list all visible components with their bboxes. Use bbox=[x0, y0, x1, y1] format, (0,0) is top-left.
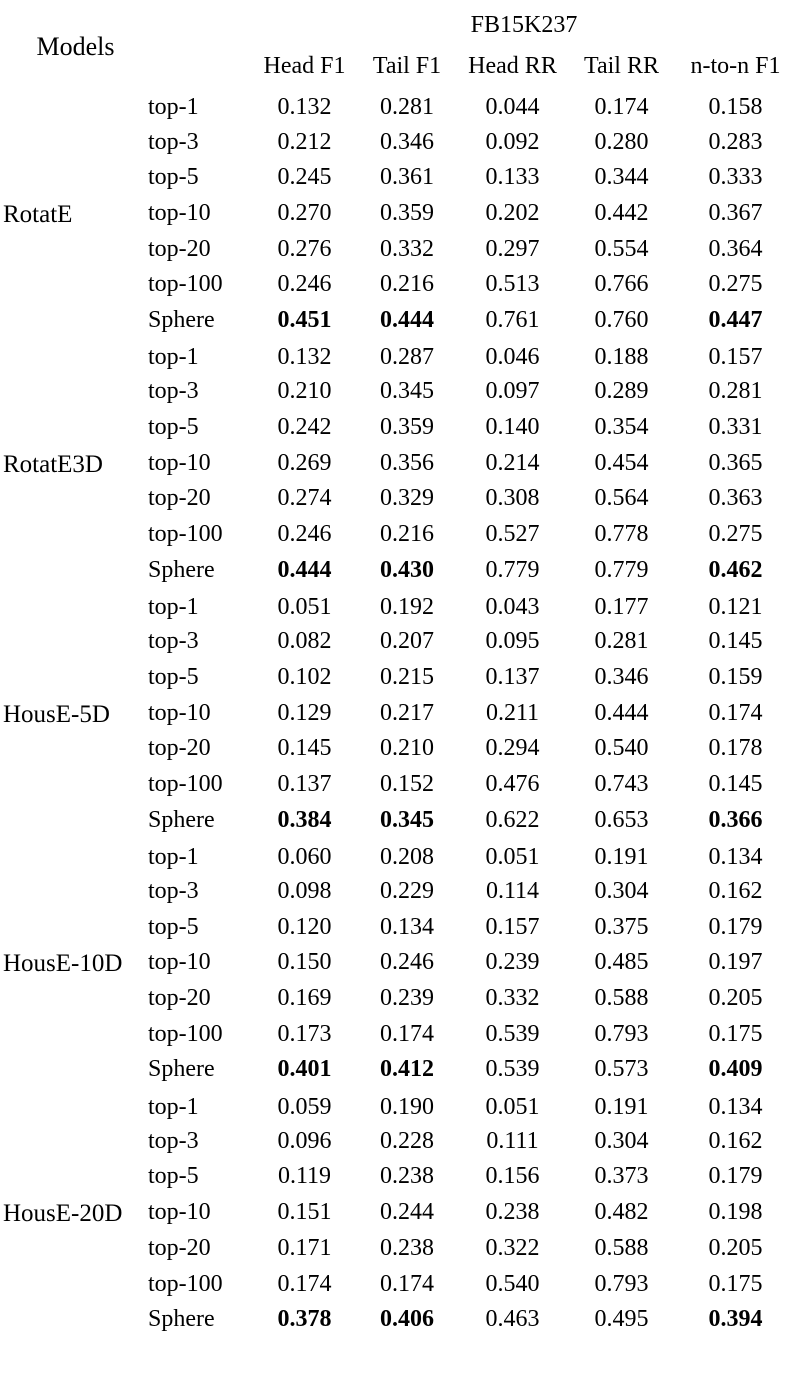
topk-label-cell: Sphere bbox=[148, 1306, 215, 1333]
header-metric-tail-rr: Tail RR bbox=[584, 53, 659, 79]
metric-value-cell: 0.779 bbox=[594, 556, 649, 583]
metric-value-cell: 0.159 bbox=[708, 663, 763, 690]
metric-value-cell: 0.364 bbox=[708, 235, 763, 262]
model-name-cell: HousE-5D bbox=[3, 700, 110, 728]
metric-value-cell: 0.145 bbox=[277, 735, 332, 762]
metric-value-cell: 0.373 bbox=[594, 1163, 649, 1190]
topk-label-cell: top-1 bbox=[148, 593, 199, 620]
metric-value-cell: 0.177 bbox=[594, 593, 649, 620]
metric-value-cell: 0.275 bbox=[708, 521, 763, 548]
model-block bbox=[3, 1087, 795, 1337]
metric-value-cell: 0.375 bbox=[594, 913, 649, 940]
metric-value-cell: 0.120 bbox=[277, 913, 332, 940]
metric-value-cell: 0.270 bbox=[277, 199, 332, 226]
topk-label-cell: top-1 bbox=[148, 94, 199, 121]
metric-value-cell: 0.210 bbox=[380, 735, 434, 762]
metric-value-cell: 0.215 bbox=[380, 663, 434, 690]
model-block bbox=[3, 837, 795, 1087]
metric-value-cell: 0.760 bbox=[594, 306, 649, 333]
topk-label-cell: top-20 bbox=[148, 985, 211, 1012]
table-row bbox=[3, 88, 795, 124]
topk-label-cell: top-100 bbox=[148, 1270, 223, 1297]
metric-value-cell: 0.513 bbox=[485, 271, 540, 298]
metric-value-cell: 0.156 bbox=[485, 1163, 540, 1190]
results-table bbox=[3, 6, 795, 1337]
model-block bbox=[3, 338, 795, 588]
metric-value-cell: 0.134 bbox=[708, 843, 763, 870]
metric-value-cell: 0.174 bbox=[277, 1270, 332, 1297]
metric-value-cell: 0.174 bbox=[594, 94, 649, 121]
model-block bbox=[3, 88, 795, 338]
metric-value-cell: 0.588 bbox=[594, 985, 649, 1012]
metric-value-cell: 0.098 bbox=[277, 877, 332, 904]
metric-value-cell: 0.051 bbox=[277, 593, 332, 620]
metric-value-cell: 0.245 bbox=[277, 164, 332, 191]
metric-value-cell: 0.198 bbox=[708, 1199, 763, 1226]
metric-value-cell: 0.157 bbox=[708, 344, 763, 371]
topk-label-cell: top-100 bbox=[148, 1020, 223, 1047]
metric-value-cell: 0.179 bbox=[708, 1163, 763, 1190]
metric-value-cell: 0.564 bbox=[594, 485, 649, 512]
metric-value-cell: 0.178 bbox=[708, 735, 763, 762]
metric-value-cell: 0.238 bbox=[485, 1199, 540, 1226]
metric-value-cell: 0.202 bbox=[485, 199, 540, 226]
topk-label-cell: Sphere bbox=[148, 806, 215, 833]
metric-value-cell: 0.190 bbox=[380, 1093, 434, 1120]
metric-value-cell: 0.304 bbox=[594, 877, 649, 904]
metric-value-cell: 0.162 bbox=[708, 1127, 763, 1154]
metric-value-cell: 0.322 bbox=[485, 1234, 540, 1261]
metric-value-cell: 0.365 bbox=[708, 449, 763, 476]
topk-label-cell: top-10 bbox=[148, 949, 211, 976]
topk-label-cell: top-3 bbox=[148, 877, 199, 904]
table-row bbox=[3, 338, 795, 374]
topk-label-cell: top-5 bbox=[148, 164, 199, 191]
table-row bbox=[3, 837, 795, 873]
metric-value-cell: 0.043 bbox=[485, 593, 540, 620]
metric-value-cell: 0.281 bbox=[594, 628, 649, 655]
metric-value-cell: 0.208 bbox=[380, 843, 434, 870]
metric-value-cell: 0.329 bbox=[380, 485, 434, 512]
metric-value-cell: 0.133 bbox=[485, 164, 540, 191]
metric-value-cell: 0.162 bbox=[708, 877, 763, 904]
model-name-cell: HousE-10D bbox=[3, 950, 123, 978]
topk-label-cell: Sphere bbox=[148, 306, 215, 333]
metric-value-cell: 0.451 bbox=[277, 306, 332, 333]
metric-value-cell: 0.444 bbox=[380, 306, 434, 333]
header-metric-tail-f1: Tail F1 bbox=[372, 53, 442, 79]
metric-value-cell: 0.280 bbox=[594, 128, 649, 155]
metric-value-cell: 0.044 bbox=[485, 94, 540, 121]
metric-value-cell: 0.132 bbox=[277, 94, 332, 121]
metric-value-cell: 0.216 bbox=[380, 271, 434, 298]
model-name-cell: RotatE bbox=[3, 200, 73, 228]
metric-value-cell: 0.761 bbox=[485, 306, 540, 333]
metric-value-cell: 0.359 bbox=[380, 414, 434, 441]
header-models-label: Models bbox=[36, 32, 115, 61]
metric-value-cell: 0.114 bbox=[485, 877, 540, 904]
topk-label-cell: top-100 bbox=[148, 271, 223, 298]
metric-value-cell: 0.540 bbox=[594, 735, 649, 762]
metric-value-cell: 0.229 bbox=[380, 877, 434, 904]
metric-value-cell: 0.179 bbox=[708, 913, 763, 940]
topk-label-cell: top-1 bbox=[148, 344, 199, 371]
topk-label-cell: top-20 bbox=[148, 235, 211, 262]
metric-value-cell: 0.211 bbox=[485, 699, 540, 726]
metric-value-cell: 0.275 bbox=[708, 271, 763, 298]
metric-value-cell: 0.554 bbox=[594, 235, 649, 262]
metric-value-cell: 0.444 bbox=[594, 699, 649, 726]
metric-value-cell: 0.244 bbox=[380, 1199, 434, 1226]
metric-value-cell: 0.239 bbox=[485, 949, 540, 976]
metric-value-cell: 0.205 bbox=[708, 985, 763, 1012]
metric-value-cell: 0.246 bbox=[277, 271, 332, 298]
metric-value-cell: 0.442 bbox=[594, 199, 649, 226]
metric-value-cell: 0.308 bbox=[485, 485, 540, 512]
metric-value-cell: 0.294 bbox=[485, 735, 540, 762]
metric-value-cell: 0.060 bbox=[277, 843, 332, 870]
metric-value-cell: 0.274 bbox=[277, 485, 332, 512]
metric-value-cell: 0.476 bbox=[485, 770, 540, 797]
metric-value-cell: 0.134 bbox=[380, 913, 434, 940]
header-models-spacer bbox=[148, 6, 253, 88]
metric-value-cell: 0.197 bbox=[708, 949, 763, 976]
header-dataset-label: FB15K237 bbox=[470, 12, 578, 38]
metric-value-cell: 0.132 bbox=[277, 344, 332, 371]
topk-label-cell: top-10 bbox=[148, 1199, 211, 1226]
metric-value-cell: 0.289 bbox=[594, 378, 649, 405]
metric-value-cell: 0.175 bbox=[708, 1020, 763, 1047]
metric-value-cell: 0.778 bbox=[594, 521, 649, 548]
topk-label-cell: Sphere bbox=[148, 556, 215, 583]
metric-value-cell: 0.346 bbox=[380, 128, 434, 155]
metric-value-cell: 0.217 bbox=[380, 699, 434, 726]
metric-value-cell: 0.214 bbox=[485, 449, 540, 476]
metric-value-cell: 0.051 bbox=[485, 843, 540, 870]
metric-value-cell: 0.145 bbox=[708, 628, 763, 655]
metric-value-cell: 0.171 bbox=[277, 1234, 332, 1261]
metric-value-cell: 0.238 bbox=[380, 1163, 434, 1190]
topk-label-cell: top-10 bbox=[148, 199, 211, 226]
header-metric-head-f1: Head F1 bbox=[263, 53, 346, 79]
metric-value-cell: 0.354 bbox=[594, 414, 649, 441]
metric-value-cell: 0.269 bbox=[277, 449, 332, 476]
metric-value-cell: 0.175 bbox=[708, 1270, 763, 1297]
metric-value-cell: 0.239 bbox=[380, 985, 434, 1012]
metric-value-cell: 0.174 bbox=[708, 699, 763, 726]
metric-value-cell: 0.191 bbox=[594, 843, 649, 870]
metric-value-cell: 0.430 bbox=[380, 556, 434, 583]
metric-value-cell: 0.588 bbox=[594, 1234, 649, 1261]
metric-value-cell: 0.346 bbox=[594, 663, 649, 690]
metric-value-cell: 0.097 bbox=[485, 378, 540, 405]
metric-value-cell: 0.192 bbox=[380, 593, 434, 620]
metric-value-cell: 0.527 bbox=[485, 521, 540, 548]
metric-value-cell: 0.059 bbox=[277, 1093, 332, 1120]
metric-value-cell: 0.539 bbox=[485, 1056, 540, 1083]
topk-label-cell: top-1 bbox=[148, 843, 199, 870]
model-name-cell: HousE-20D bbox=[3, 1200, 123, 1228]
metric-value-cell: 0.454 bbox=[594, 449, 649, 476]
metric-value-cell: 0.134 bbox=[708, 1093, 763, 1120]
metric-value-cell: 0.401 bbox=[277, 1056, 332, 1083]
metric-value-cell: 0.332 bbox=[380, 235, 434, 262]
metric-value-cell: 0.145 bbox=[708, 770, 763, 797]
metric-value-cell: 0.482 bbox=[594, 1199, 649, 1226]
metric-value-cell: 0.276 bbox=[277, 235, 332, 262]
metric-value-cell: 0.191 bbox=[594, 1093, 649, 1120]
metric-value-cell: 0.169 bbox=[277, 985, 332, 1012]
metric-value-cell: 0.359 bbox=[380, 199, 434, 226]
topk-label-cell: top-3 bbox=[148, 128, 199, 155]
metric-value-cell: 0.210 bbox=[277, 378, 332, 405]
metric-value-cell: 0.766 bbox=[594, 271, 649, 298]
metric-value-cell: 0.281 bbox=[380, 94, 434, 121]
metric-value-cell: 0.119 bbox=[277, 1163, 332, 1190]
metric-value-cell: 0.137 bbox=[277, 770, 332, 797]
topk-label-cell: top-10 bbox=[148, 699, 211, 726]
metric-value-cell: 0.573 bbox=[594, 1056, 649, 1083]
topk-label-cell: top-3 bbox=[148, 628, 199, 655]
table-row bbox=[3, 1087, 795, 1123]
metric-value-cell: 0.111 bbox=[486, 1127, 539, 1154]
metric-value-cell: 0.092 bbox=[485, 128, 540, 155]
model-block bbox=[3, 588, 795, 838]
metric-value-cell: 0.207 bbox=[380, 628, 434, 655]
metric-value-cell: 0.281 bbox=[708, 378, 763, 405]
metric-value-cell: 0.406 bbox=[380, 1306, 434, 1333]
metric-value-cell: 0.345 bbox=[380, 378, 434, 405]
metric-value-cell: 0.462 bbox=[708, 556, 763, 583]
metric-value-cell: 0.384 bbox=[277, 806, 332, 833]
metric-value-cell: 0.345 bbox=[380, 806, 434, 833]
metric-value-cell: 0.129 bbox=[277, 699, 332, 726]
topk-label-cell: top-3 bbox=[148, 378, 199, 405]
table-row bbox=[3, 588, 795, 624]
metric-value-cell: 0.096 bbox=[277, 1127, 332, 1154]
metric-value-cell: 0.242 bbox=[277, 414, 332, 441]
metric-value-cell: 0.447 bbox=[708, 306, 763, 333]
metric-value-cell: 0.228 bbox=[380, 1127, 434, 1154]
metric-value-cell: 0.212 bbox=[277, 128, 332, 155]
metric-value-cell: 0.238 bbox=[380, 1234, 434, 1261]
metric-value-cell: 0.158 bbox=[708, 94, 763, 121]
metric-value-cell: 0.082 bbox=[277, 628, 332, 655]
metric-value-cell: 0.412 bbox=[380, 1056, 434, 1083]
metric-value-cell: 0.653 bbox=[594, 806, 649, 833]
metric-value-cell: 0.174 bbox=[380, 1020, 434, 1047]
metric-value-cell: 0.363 bbox=[708, 485, 763, 512]
metric-value-cell: 0.444 bbox=[277, 556, 332, 583]
metric-value-cell: 0.743 bbox=[594, 770, 649, 797]
header-metric-n-to-n-f1: n-to-n F1 bbox=[690, 53, 781, 79]
topk-label-cell: top-20 bbox=[148, 485, 211, 512]
metric-value-cell: 0.361 bbox=[380, 164, 434, 191]
metric-value-cell: 0.485 bbox=[594, 949, 649, 976]
metric-value-cell: 0.378 bbox=[277, 1306, 332, 1333]
metric-value-cell: 0.188 bbox=[594, 344, 649, 371]
metric-value-cell: 0.495 bbox=[594, 1306, 649, 1333]
topk-label-cell: Sphere bbox=[148, 1056, 215, 1083]
topk-label-cell: top-20 bbox=[148, 735, 211, 762]
metric-value-cell: 0.173 bbox=[277, 1020, 332, 1047]
metric-value-cell: 0.331 bbox=[708, 414, 763, 441]
metric-value-cell: 0.140 bbox=[485, 414, 540, 441]
metric-value-cell: 0.137 bbox=[485, 663, 540, 690]
topk-label-cell: top-20 bbox=[148, 1234, 211, 1261]
header-dataset-row bbox=[3, 6, 795, 44]
metric-value-cell: 0.121 bbox=[708, 593, 763, 620]
metric-value-cell: 0.283 bbox=[708, 128, 763, 155]
metric-value-cell: 0.367 bbox=[708, 199, 763, 226]
model-name-cell: RotatE3D bbox=[3, 450, 103, 478]
metric-value-cell: 0.046 bbox=[485, 344, 540, 371]
metric-value-cell: 0.102 bbox=[277, 663, 332, 690]
metric-value-cell: 0.246 bbox=[380, 949, 434, 976]
metric-value-cell: 0.151 bbox=[277, 1199, 332, 1226]
topk-label-cell: top-5 bbox=[148, 1163, 199, 1190]
metric-value-cell: 0.095 bbox=[485, 628, 540, 655]
metric-value-cell: 0.779 bbox=[485, 556, 540, 583]
header-metric-head-rr: Head RR bbox=[468, 53, 557, 79]
topk-label-cell: top-100 bbox=[148, 521, 223, 548]
metric-value-cell: 0.540 bbox=[485, 1270, 540, 1297]
metric-value-cell: 0.333 bbox=[708, 164, 763, 191]
metric-value-cell: 0.394 bbox=[708, 1306, 763, 1333]
metric-value-cell: 0.157 bbox=[485, 913, 540, 940]
metric-value-cell: 0.051 bbox=[485, 1093, 540, 1120]
topk-label-cell: top-1 bbox=[148, 1093, 199, 1120]
metric-value-cell: 0.150 bbox=[277, 949, 332, 976]
topk-label-cell: top-5 bbox=[148, 414, 199, 441]
topk-label-cell: top-5 bbox=[148, 663, 199, 690]
metric-value-cell: 0.409 bbox=[708, 1056, 763, 1083]
metric-value-cell: 0.366 bbox=[708, 806, 763, 833]
metric-value-cell: 0.344 bbox=[594, 164, 649, 191]
metric-value-cell: 0.287 bbox=[380, 344, 434, 371]
metric-value-cell: 0.356 bbox=[380, 449, 434, 476]
metric-value-cell: 0.332 bbox=[485, 985, 540, 1012]
metric-value-cell: 0.297 bbox=[485, 235, 540, 262]
metric-value-cell: 0.793 bbox=[594, 1270, 649, 1297]
topk-label-cell: top-100 bbox=[148, 770, 223, 797]
metric-value-cell: 0.793 bbox=[594, 1020, 649, 1047]
metric-value-cell: 0.246 bbox=[277, 521, 332, 548]
metric-value-cell: 0.152 bbox=[380, 770, 434, 797]
metric-value-cell: 0.174 bbox=[380, 1270, 434, 1297]
topk-label-cell: top-10 bbox=[148, 449, 211, 476]
table-header bbox=[3, 6, 795, 88]
metric-value-cell: 0.622 bbox=[485, 806, 540, 833]
metric-value-cell: 0.539 bbox=[485, 1020, 540, 1047]
metric-value-cell: 0.463 bbox=[485, 1306, 540, 1333]
metric-value-cell: 0.304 bbox=[594, 1127, 649, 1154]
metric-value-cell: 0.216 bbox=[380, 521, 434, 548]
metric-value-cell: 0.205 bbox=[708, 1234, 763, 1261]
topk-label-cell: top-3 bbox=[148, 1127, 199, 1154]
topk-label-cell: top-5 bbox=[148, 913, 199, 940]
